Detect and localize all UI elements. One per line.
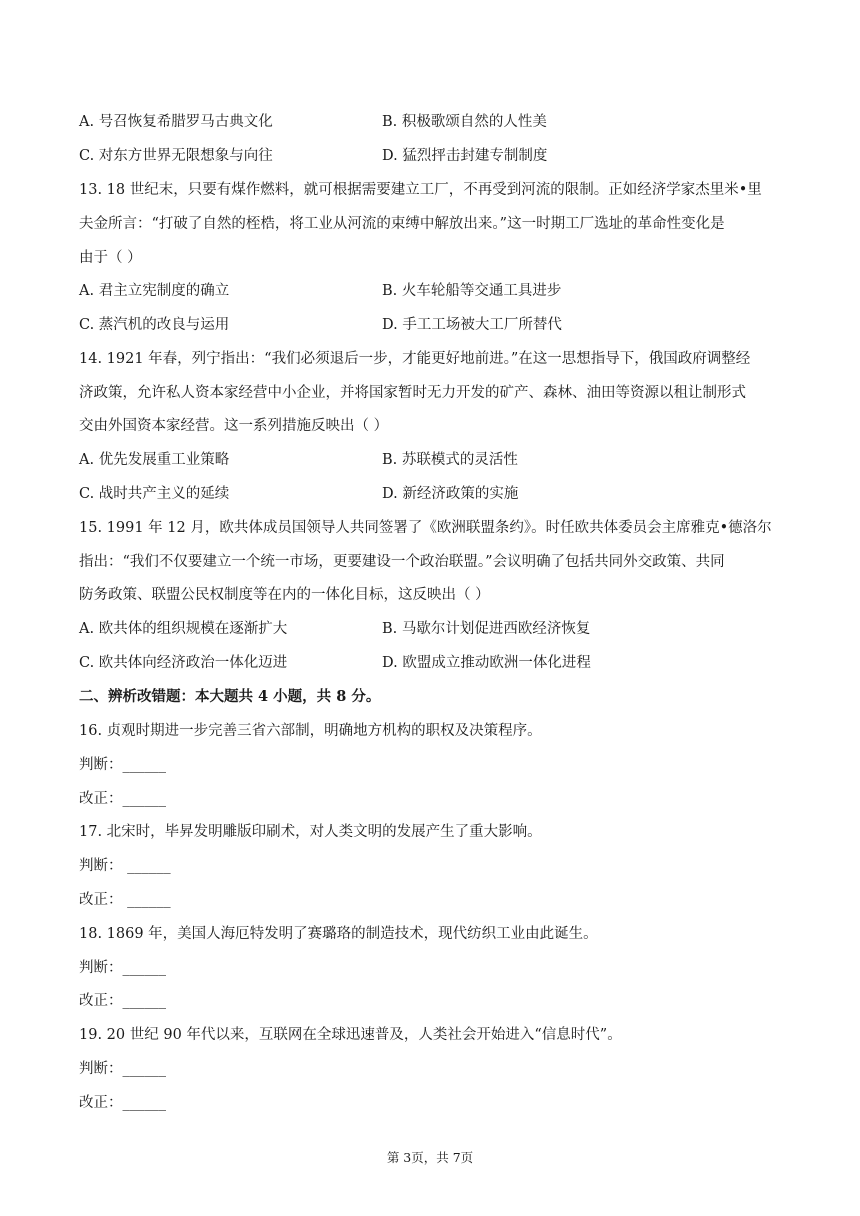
q12-option-a: A. 号召恢复希腊罗马古典文化: [79, 114, 273, 130]
q14-options-row-2: [79, 484, 789, 504]
q13-option-c: C. 蒸汽机的改良与运用: [79, 317, 230, 333]
q13-option-d: D. 手工工场被大工厂所替代: [382, 317, 562, 333]
q13-option-b: B. 火车轮船等交通工具进步: [382, 283, 562, 299]
q15-option-d: D. 欧盟成立推动欧洲一体化进程: [382, 655, 591, 671]
q16-judge-line: 判断：______: [79, 757, 166, 773]
q12-option-d: D. 猛烈抨击封建专制制度: [382, 148, 548, 164]
q15-option-a: A. 欧共体的组织规模在逐渐扩大: [79, 621, 288, 637]
q17-correct-line: 改正： ______: [79, 892, 171, 908]
q15-option-b: B. 马歇尔计划促进西欧经济恢复: [382, 621, 591, 637]
q15-stem-line-1: 15. 1991 年 12 月，欧共体成员国领导人共同签署了《欧洲联盟条约》。时任欧共体委员会主席雅克•德洛尔: [79, 520, 772, 536]
q19-judge-line: 判断：______: [79, 1061, 166, 1077]
q16-stem: 16. 贞观时期进一步完善三省六部制，明确地方机构的职权及决策程序。: [79, 723, 542, 739]
q16-correct-line: 改正：______: [79, 791, 166, 807]
q18-stem: 18. 1869 年，美国人海厄特发明了赛璐珞的制造技术，现代纺织工业由此诞生。: [79, 926, 598, 942]
q13-stem-line-1: 13. 18 世纪末，只要有煤作燃料，就可根据需要建立工厂，不再受到河流的限制。正如经济学家杰里米•里: [79, 182, 762, 198]
q13-stem-line-2: 夫金所言：“打破了自然的桎梏，将工业从河流的束缚中解放出来。”这一时期工厂选址的革命性变化是: [79, 216, 725, 232]
q15-options-row-2: [79, 653, 789, 673]
q14-option-d: D. 新经济政策的实施: [382, 486, 519, 502]
q18-judge-line: 判断：______: [79, 960, 166, 976]
page-number-footer: 第 3页，共 7页: [386, 1150, 474, 1165]
q15-stem-line-3: 防务政策、联盟公民权制度等在内的一体化目标，这反映出（ ）: [79, 587, 490, 603]
q14-stem-line-2: 济政策，允许私人资本家经营中小企业，并将国家暂时无力开发的矿产、森林、油田等资源以租让制形式: [79, 385, 746, 401]
q14-option-a: A. 优先发展重工业策略: [79, 452, 230, 468]
q14-stem-line-3: 交由外国资本家经营。这一系列措施反映出（ ）: [79, 418, 389, 434]
q13-options-row-1: [79, 281, 789, 301]
q12-option-c: C. 对东方世界无限想象与向往: [79, 148, 273, 164]
q14-options-row-1: [79, 450, 789, 470]
q19-correct-line: 改正：______: [79, 1095, 166, 1111]
q19-stem: 19. 20 世纪 90 年代以来，互联网在全球迅速普及，人类社会开始进入“信息时代”。: [79, 1027, 622, 1043]
q13-option-a: A. 君主立宪制度的确立: [79, 283, 230, 299]
q13-stem-line-3: 由于（ ）: [79, 250, 142, 266]
q15-options-row-1: [79, 619, 789, 639]
q15-option-c: C. 欧共体向经济政治一体化迈进: [79, 655, 288, 671]
q15-stem-line-2: 指出：“我们不仅要建立一个统一市场，更要建设一个政治联盟。”会议明确了包括共同外交政策、共同: [79, 554, 725, 570]
q12-options-row-2: [79, 146, 789, 166]
q13-options-row-2: [79, 315, 789, 335]
q14-option-c: C. 战时共产主义的延续: [79, 486, 230, 502]
q14-option-b: B. 苏联模式的灵活性: [382, 452, 518, 468]
q12-option-b: B. 积极歌颂自然的人性美: [382, 114, 547, 130]
q18-correct-line: 改正：______: [79, 993, 166, 1009]
q17-stem: 17. 北宋时，毕昇发明雕版印刷术，对人类文明的发展产生了重大影响。: [79, 824, 542, 840]
q14-stem-line-1: 14. 1921 年春，列宁指出：“我们必须退后一步，才能更好地前进。”在这一思想指导下，俄国政府调整经: [79, 351, 751, 367]
q17-judge-line: 判断： ______: [79, 858, 171, 874]
q12-options-row-1: [79, 112, 789, 132]
section-2-heading: 二、辨析改错题：本大题共 4 小题，共 8 分。: [79, 688, 381, 705]
